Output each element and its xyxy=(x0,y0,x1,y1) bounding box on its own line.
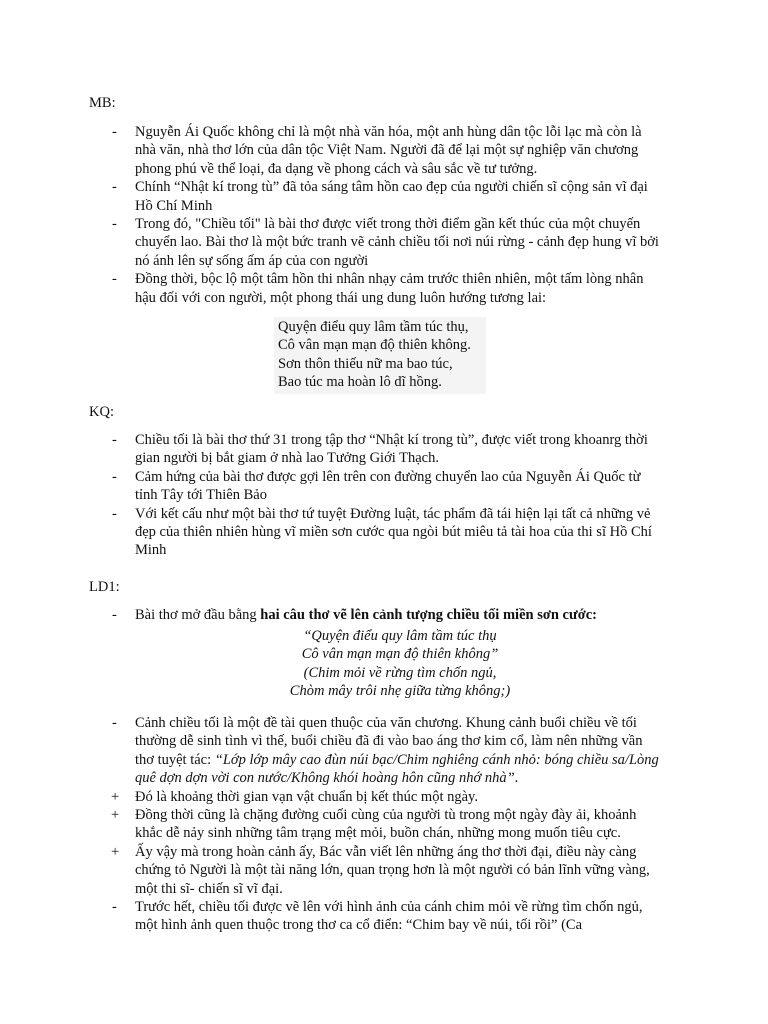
list-item: - Trước hết, chiều tối được vẽ lên với hình ảnh của cánh chim mỏi về rừng tìm chốn ngủ, một hình ảnh quen thuộc trong thơ ca cổ điển: “Chim bay về núi, tối rồi” (Ca xyxy=(112,899,643,934)
list-item: - Nguyễn Ái Quốc không chỉ là một nhà văn hóa, một anh hùng dân tộc lỗi lạc mà còn là nhà văn, nhà thơ lớn của dân tộc Việt Nam. Người đã để lại một sự nghiệp văn chương phong phú về thể loại, đa dạng về phong cách và sâu sắc về tư tưởng. xyxy=(112,124,642,177)
list-item: + Ấy vậy mà trong hoàn cảnh ấy, Bác vẫn viết lên những áng thơ thời đại, điều này càng chứng tỏ Người là một tài năng lớn, quan trọng hơn là một người có bản lĩnh vững vàng, một thi sĩ- chiến sĩ vĩ đại. xyxy=(111,843,650,897)
ld1-body-list xyxy=(0,714,768,935)
dash-marker: - xyxy=(112,432,117,448)
list-item: - Chiều tối là bài thơ thứ 31 trong tập thơ “Nhật kí trong tù”, được viết trong khoanrg thời gian người bị bắt giam ở nhà lao Tưởng Giới Thạch. xyxy=(112,432,648,467)
quote-line: (Chim mỏi về rừng tìm chốn ngủ, xyxy=(303,664,497,681)
list-item: - Cảm hứng của bài thơ được gợi lên trên con đường chuyển lao của Nguyễn Ái Quốc từ tỉnh Tây tới Thiên Bảo xyxy=(112,468,641,504)
quoted-verse: “Lớp lớp mây cao đùn núi bạc/Chim nghiêng cánh nhỏ: bóng chiều sa/Lòng quê dợn dợn vời con nước/Không khói hoàng hôn cũng nhớ nhà” xyxy=(135,751,659,787)
list-item: - Với kết cấu như một bài thơ tứ tuyệt Đường luật, tác phẩm đã tái hiện lại tất cả những vẻ đẹp của thiên nhiên hùng vĩ miền sơn cước qua ngòi bút miêu tả tài hoa của thi sĩ Hồ Chí Minh xyxy=(112,505,652,559)
dash-marker: - xyxy=(112,468,117,485)
ld1-heading: LD1: xyxy=(89,579,120,595)
plus-marker: + xyxy=(111,843,120,860)
dash-marker: - xyxy=(112,271,117,288)
dash-marker: - xyxy=(112,607,117,623)
list-item: + Đồng thời cũng là chặng đường cuối cùng của người tù trong một ngày đày ải, khoảnh khắc dễ nảy sinh những tâm trạng mệt mỏi, buồn chán, những mong muốn tiêu cực. xyxy=(111,807,637,842)
mb-heading: MB: xyxy=(89,95,116,111)
dash-marker: - xyxy=(112,124,117,140)
poem-line: Quyện điểu quy lâm tầm túc thụ, xyxy=(278,319,469,335)
plus-marker: + xyxy=(111,788,120,805)
list-item: + Đó là khoảng thời gian vạn vật chuẩn bị kết thúc một ngày. xyxy=(111,788,478,805)
kq-heading: KQ: xyxy=(89,404,114,420)
intro-bold-text: hai câu thơ vẽ lên cảnh tượng chiều tối miền sơn cước: xyxy=(260,607,597,623)
quote-line: Chòm mây trôi nhẹ giữa từng không;) xyxy=(289,683,511,700)
quote-line: “Quyện điểu quy lâm tầm túc thụ xyxy=(303,628,497,644)
list-item: - Cảnh chiều tối là một đề tài quen thuộc của văn chương. Khung cảnh buổi chiều về tối thường dễ sinh tình vì thế, buổi chiều đã đi vào bao áng thơ kim cổ, làm nên những vần thơ tuyệt tác: “Lớp lớp mây cao đùn núi bạc/Chim nghiêng cánh nhỏ: bóng chiều sa/Lòng quê dợn dợn vời con nước/Không khói hoàng hôn cũng nhớ nhà”. xyxy=(112,715,659,787)
poem-translation-quote xyxy=(133,627,667,701)
kq-list xyxy=(0,431,768,560)
poem-line: Sơn thôn thiếu nữ ma bao túc, xyxy=(278,355,453,372)
list-item: - Chính “Nhật kí trong tù” đã tỏa sáng tâm hồn cao đẹp của người chiến sĩ cộng sản vĩ đại Hồ Chí Minh xyxy=(112,179,648,214)
poem-line: Bao túc ma hoàn lô dĩ hồng. xyxy=(278,374,442,391)
ld1-intro-list xyxy=(0,606,768,624)
poem-line: Cô vân mạn mạn độ thiên không. xyxy=(278,337,471,354)
list-item: - Đồng thời, bộc lộ một tâm hồn thi nhân nhạy cảm trước thiên nhiên, một tấm lòng nhân hậu đối với con người, một phong thái ung dung luôn hướng tương lai: xyxy=(112,271,644,306)
list-item: - Bài thơ mở đầu bằng hai câu thơ vẽ lên cảnh tượng chiều tối miền sơn cước: xyxy=(112,607,597,623)
poem-original xyxy=(274,317,486,394)
dash-marker: - xyxy=(112,179,117,196)
dash-marker: - xyxy=(112,899,117,916)
list-item: - Trong đó, "Chiều tối" là bài thơ được viết trong thời điểm gần kết thúc của một chuyến chuyển lao. Bài thơ là một bức tranh vẽ cảnh chiều tối nơi núi rừng - cảnh đẹp hung vĩ bởi nó ánh lên sự sống ấm áp của con người xyxy=(112,216,659,269)
dash-marker: - xyxy=(112,216,117,233)
quote-line: Cô vân mạn mạn độ thiên không” xyxy=(301,646,499,663)
plus-marker: + xyxy=(111,807,120,824)
dash-marker: - xyxy=(112,505,117,522)
mb-list xyxy=(0,123,768,307)
dash-marker: - xyxy=(112,715,117,731)
